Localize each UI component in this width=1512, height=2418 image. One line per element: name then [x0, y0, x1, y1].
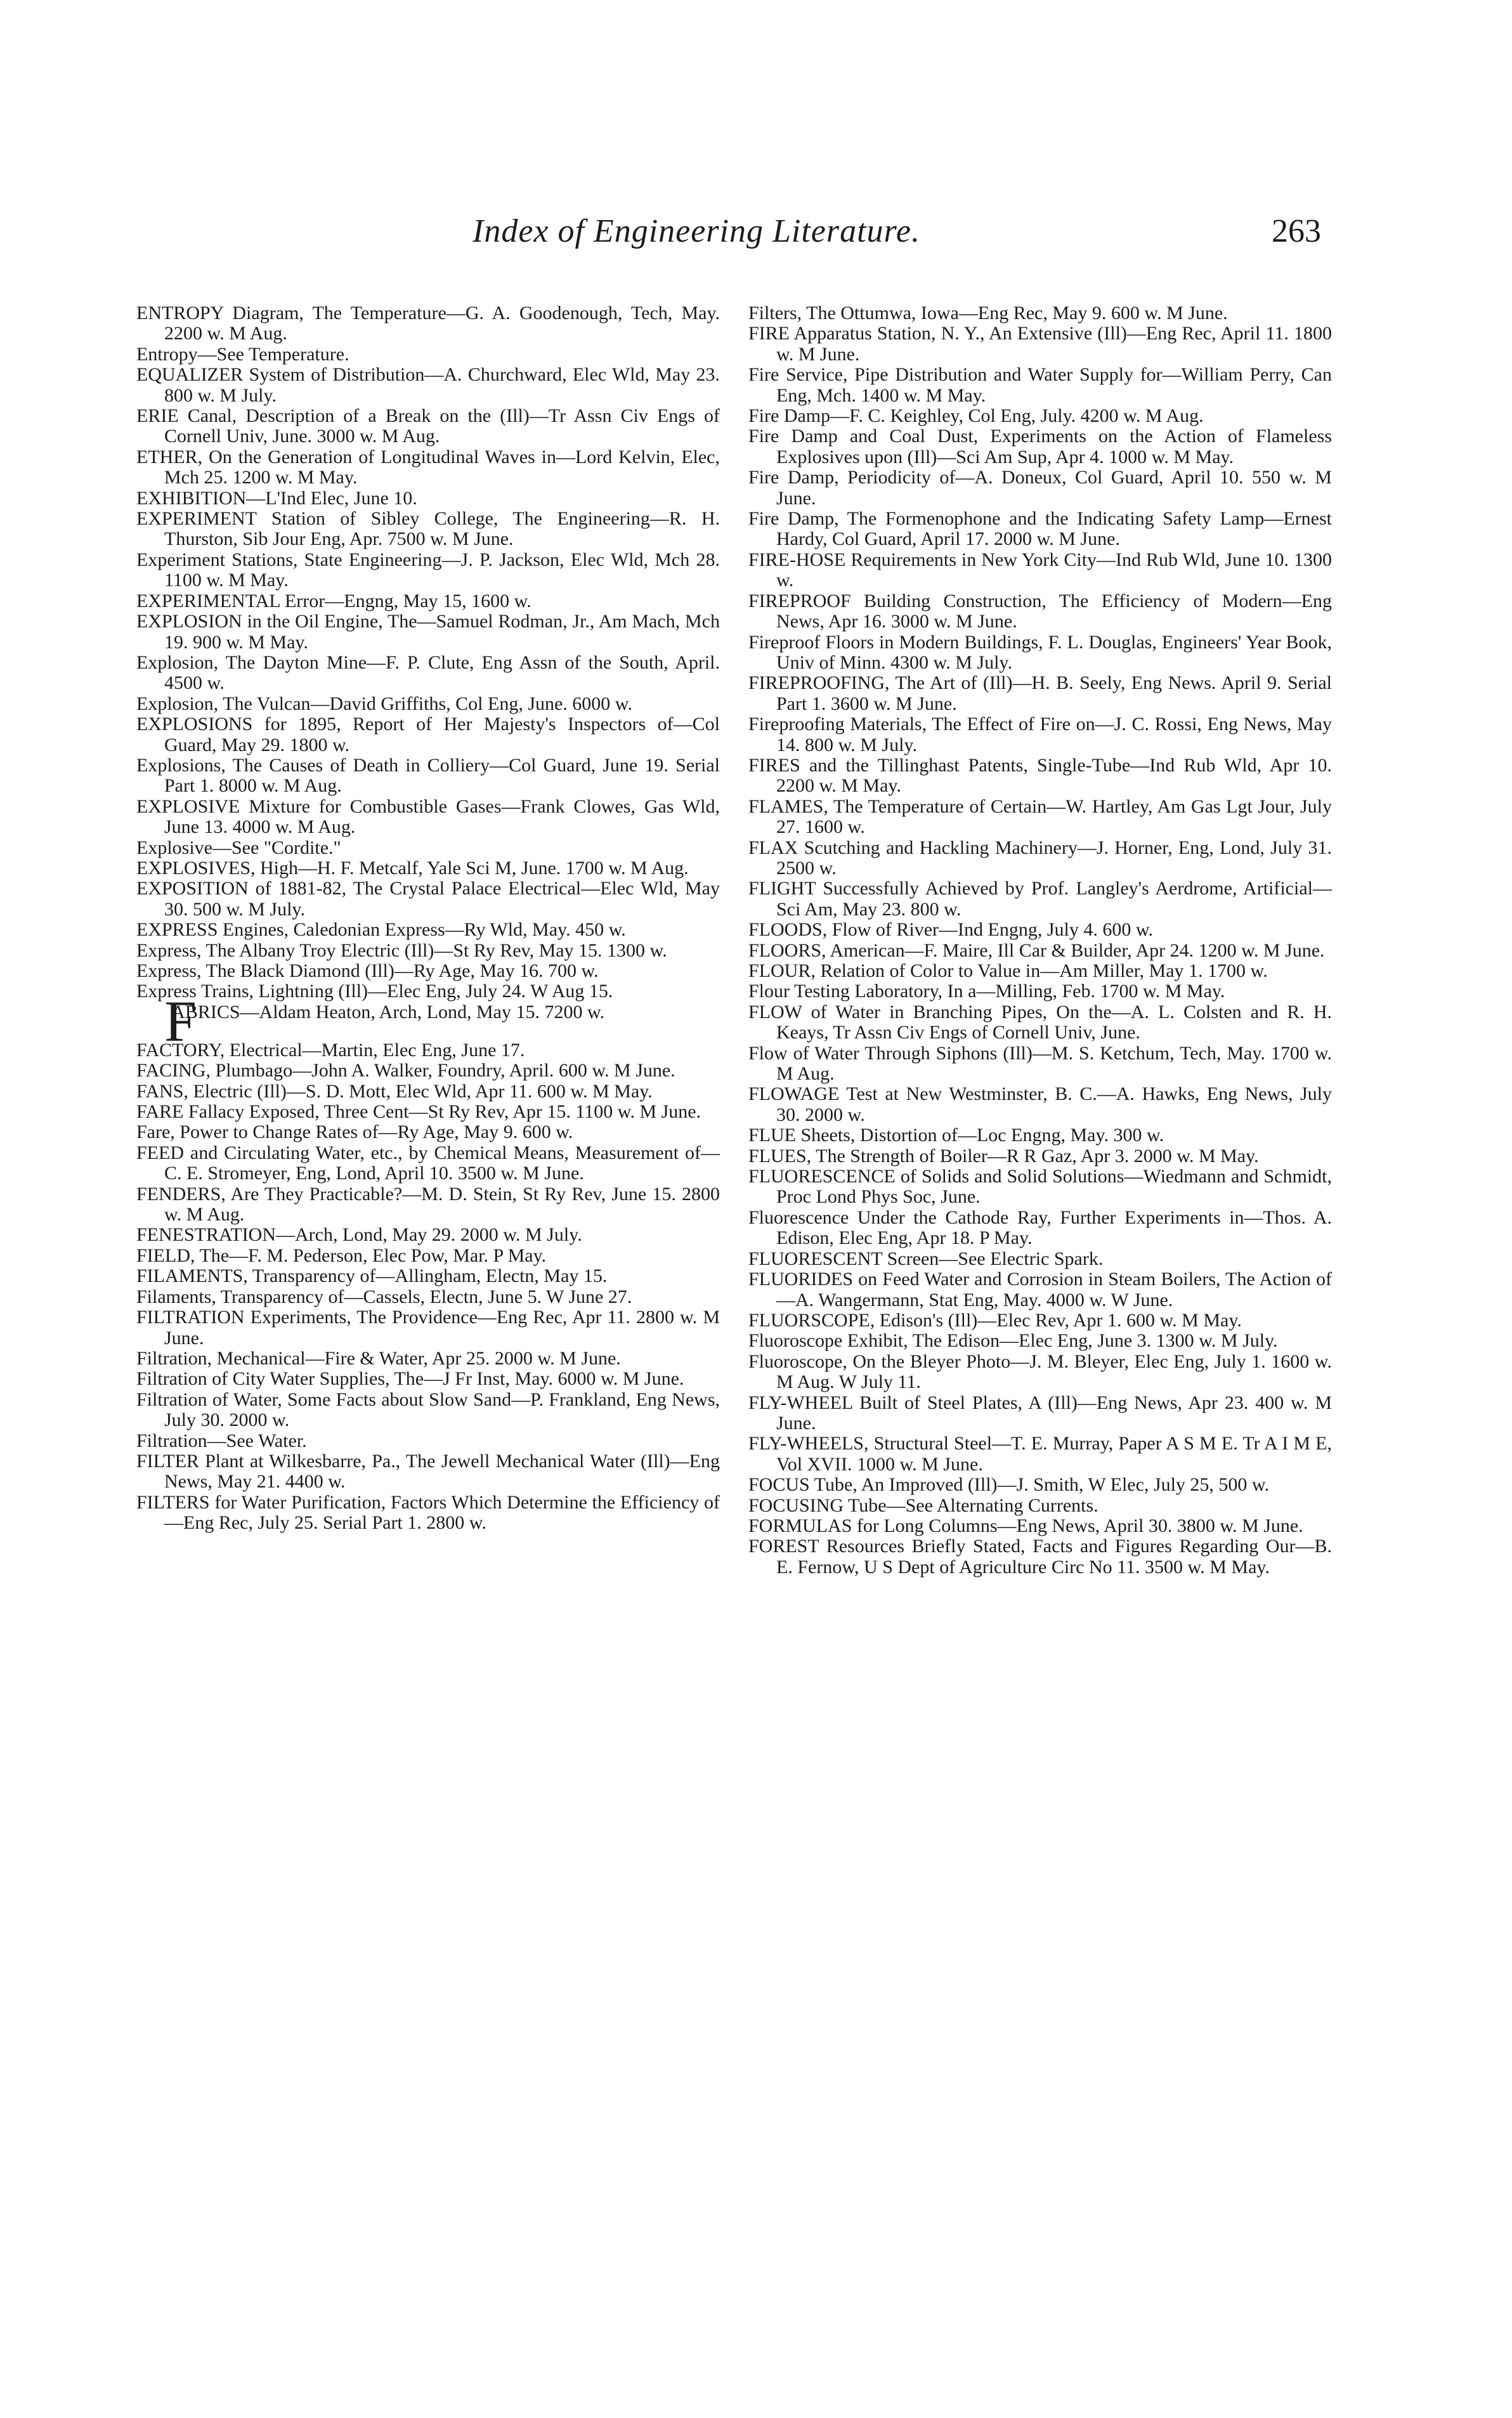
index-entry: FLOUR, Relation of Color to Value in—Am Miller, May 1. 1700 w. — [748, 960, 1268, 981]
index-entry: Filtration, Mechanical—Fire & Water, Apr 25. 2000 w. M June. — [136, 1347, 621, 1369]
index-entry: FLOORS, American—F. Maire, Ill Car & Builder, Apr 24. 1200 w. M June. — [748, 939, 1325, 961]
index-entry: ERIE Canal, Description of a Break on the (Ill)—Tr Assn Civ Engs of Cornell Univ, June. 3000 w. M Aug. — [136, 405, 720, 447]
index-entry: Fire Damp and Coal Dust, Experiments on the Action of Flameless Explosives upon (Ill)—Sci Am Sup, Apr 4. 1000 w. M May. — [748, 426, 1332, 467]
index-entry: FIRE-HOSE Requirements in New York City—Ind Rub Wld, June 10. 1300 w. — [748, 549, 1332, 591]
drop-cap-entry-text: ABRICS—Aldam Heaton, Arch, Lond, May 15. 7200 w. — [171, 1001, 605, 1023]
index-entry: FORMULAS for Long Columns—Eng News, April 30. 3800 w. M June. — [748, 1515, 1303, 1536]
index-entry: FLUORESCENCE of Solids and Solid Solutions—Wiedmann and Schmidt, Proc Lond Phys Soc, June. — [748, 1166, 1332, 1208]
index-entry: FIREPROOF Building Construction, The Efficiency of Modern—Eng News, Apr 16. 3000 w. M June. — [748, 590, 1332, 632]
index-entry: EXPERIMENTAL Error—Engng, May 15, 1600 w. — [136, 590, 531, 611]
index-entry: FILTERS for Water Purification, Factors Which Determine the Efficiency of—Eng Rec, July 25. Serial Part 1. 2800 w. — [136, 1491, 720, 1534]
index-entry: FACING, Plumbago—John A. Walker, Foundry, April. 600 w. M June. — [136, 1060, 675, 1082]
index-entry: FLY-WHEELS, Structural Steel—T. E. Murray, Paper A S M E. Tr A I M E, Vol XVII. 1000 w. M June. — [748, 1433, 1332, 1475]
index-entry: FLY-WHEEL Built of Steel Plates, A (Ill)—Eng News, Apr 23. 400 w. M June. — [748, 1392, 1332, 1434]
drop-cap-letter: F — [164, 988, 197, 1054]
index-entry: FIRES and the Tillinghast Patents, Single-Tube—Ind Rub Wld, Apr 10. 2200 w. M May. — [748, 754, 1332, 797]
index-entry: FLUORSCOPE, Edison's (Ill)—Elec Rev, Apr 1. 600 w. M May. — [748, 1309, 1242, 1331]
index-entry: FOREST Resources Briefly Stated, Facts and Figures Regarding Our—B. E. Fernow, U S Dept of Agriculture Circ No 11. 3500 w. M May. — [748, 1536, 1332, 1578]
index-entry: Fluorescence Under the Cathode Ray, Further Experiments in—Thos. A. Edison, Elec Eng, Apr 18. P May. — [748, 1206, 1332, 1249]
index-entry: EXHIBITION—L'Ind Elec, June 10. — [136, 487, 417, 509]
index-entry: EXPLOSIVES, High—H. F. Metcalf, Yale Sci M, June. 1700 w. M Aug. — [136, 857, 689, 879]
index-entry: ENTROPY Diagram, The Temperature—G. A. Goodenough, Tech, May. 2200 w. M Aug. — [136, 303, 720, 344]
index-entry: Express, The Albany Troy Electric (Ill)—St Ry Rev, May 15. 1300 w. — [136, 939, 667, 961]
index-entry: EXPERIMENT Station of Sibley College, The Engineering—R. H. Thurston, Sib Jour Eng, Apr. 7500 w. M June. — [136, 508, 720, 550]
index-entry: FLOODS, Flow of River—Ind Engng, July 4. 600 w. — [748, 919, 1154, 941]
right-column — [748, 303, 1332, 1578]
index-entry: FLUES, The Strength of Boiler—R R Gaz, Apr 3. 2000 w. M May. — [748, 1145, 1259, 1167]
index-entry: FILTER Plant at Wilkesbarre, Pa., The Jewell Mechanical Water (Ill)—Eng News, May 21. 4400 w. — [136, 1450, 720, 1493]
index-entry: Fireproof Floors in Modern Buildings, F. L. Douglas, Engineers' Year Book, Univ of Minn. 4300 w. M July. — [748, 631, 1332, 673]
index-entry: FLUORESCENT Screen—See Electric Spark. — [748, 1248, 1104, 1269]
index-entry: Explosive—See "Cordite." — [136, 837, 341, 858]
index-entry: FACTORY, Electrical—Martin, Elec Eng, June 17. — [136, 1039, 525, 1061]
index-entry: FILAMENTS, Transparency of—Allingham, Electn, May 15. — [136, 1265, 608, 1287]
index-entry: EXPLOSION in the Oil Engine, The—Samuel Rodman, Jr., Am Mach, Mch 19. 900 w. M May. — [136, 611, 720, 653]
index-entry: FIRE Apparatus Station, N. Y., An Extensive (Ill)—Eng Rec, April 11. 1800 w. M June. — [748, 323, 1332, 365]
page-number: 263 — [1272, 213, 1321, 249]
index-entry: FILTRATION Experiments, The Providence—Eng Rec, Apr 11. 2800 w. M June. — [136, 1307, 720, 1349]
index-entry: Fire Damp, The Formenophone and the Indicating Safety Lamp—Ernest Hardy, Col Guard, April 17. 2000 w. M June. — [748, 508, 1332, 550]
index-entry: FLOW of Water in Branching Pipes, On the—A. L. Colsten and R. H. Keays, Tr Assn Civ Engs of Cornell Univ, June. — [748, 1001, 1332, 1043]
index-entry: EXPLOSIONS for 1895, Report of Her Majesty's Inspectors of—Col Guard, May 29. 1800 w. — [136, 714, 720, 755]
index-entry: FARE Fallacy Exposed, Three Cent—St Ry Rev, Apr 15. 1100 w. M June. — [136, 1101, 701, 1123]
index-entry: FLAX Scutching and Hackling Machinery—J. Horner, Eng, Lond, July 31. 2500 w. — [748, 837, 1332, 879]
index-entry: FIREPROOFING, The Art of (Ill)—H. B. Seely, Eng News. April 9. Serial Part 1. 3600 w. M June. — [748, 672, 1332, 714]
index-entry: Filaments, Transparency of—Cassels, Electn, June 5. W June 27. — [136, 1286, 632, 1307]
index-entry: Filters, The Ottumwa, Iowa—Eng Rec, May 9. 600 w. M June. — [748, 303, 1228, 323]
index-entry: Flour Testing Laboratory, In a—Milling, Feb. 1700 w. M May. — [748, 981, 1225, 1002]
page-header — [0, 212, 1512, 263]
index-entry: Filtration of City Water Supplies, The—J Fr Inst, May. 6000 w. M June. — [136, 1368, 684, 1390]
running-title: Index of Engineering Literature. — [472, 213, 920, 249]
index-entry: EXPLOSIVE Mixture for Combustible Gases—Frank Clowes, Gas Wld, June 13. 4000 w. M Aug. — [136, 795, 720, 838]
index-entry: Express, The Black Diamond (Ill)—Ry Age, May 16. 700 w. — [136, 960, 599, 981]
index-entry: FLIGHT Successfully Achieved by Prof. Langley's Aerdrome, Artificial—Sci Am, May 23. 800 w. — [748, 878, 1332, 920]
index-entry: FOCUSING Tube—See Alternating Currents. — [748, 1494, 1098, 1516]
index-entry: FEED and Circulating Water, etc., by Chemical Means, Measurement of—C. E. Stromeyer, Eng, Lond, April 10. 3500 w. M June. — [136, 1142, 720, 1184]
index-entry: Fare, Power to Change Rates of—Ry Age, May 9. 600 w. — [136, 1121, 573, 1143]
index-entry: Fireproofing Materials, The Effect of Fire on—J. C. Rossi, Eng News, May 14. 800 w. M July. — [748, 714, 1332, 755]
index-entry: ETHER, On the Generation of Longitudinal Waves in—Lord Kelvin, Elec, Mch 25. 1200 w. M May. — [136, 446, 720, 488]
index-entry: FANS, Electric (Ill)—S. D. Mott, Elec Wld, Apr 11. 600 w. M May. — [136, 1080, 653, 1102]
index-entry: Fire Service, Pipe Distribution and Water Supply for—William Perry, Can Eng, Mch. 1400 w. M May. — [748, 364, 1332, 406]
index-entry: EXPRESS Engines, Caledonian Express—Ry Wld, May. 450 w. — [136, 919, 626, 941]
index-entry: Fire Damp, Periodicity of—A. Doneux, Col Guard, April 10. 550 w. M June. — [748, 467, 1332, 509]
index-entry: Express Trains, Lightning (Ill)—Elec Eng, July 24. W Aug 15. — [136, 981, 613, 1002]
index-entry: FLAMES, The Temperature of Certain—W. Hartley, Am Gas Lgt Jour, July 27. 1600 w. — [748, 795, 1332, 838]
index-entry: FIELD, The—F. M. Pederson, Elec Pow, Mar. P May. — [136, 1245, 547, 1266]
index-entry: Fluoroscope, On the Bleyer Photo—J. M. Bleyer, Elec Eng, July 1. 1600 w. M Aug. W July 11. — [748, 1350, 1332, 1393]
index-entry: Fluoroscope Exhibit, The Edison—Elec Eng, June 3. 1300 w. M July. — [748, 1330, 1278, 1352]
index-entry: FENESTRATION—Arch, Lond, May 29. 2000 w. M July. — [136, 1224, 582, 1246]
index-entry: Explosion, The Dayton Mine—F. P. Clute, Eng Assn of the South, April. 4500 w. — [136, 651, 720, 694]
index-entry: Experiment Stations, State Engineering—J. P. Jackson, Elec Wld, Mch 28. 1100 w. M May. — [136, 549, 720, 591]
index-entry: Filtration of Water, Some Facts about Slow Sand—P. Frankland, Eng News, July 30. 2000 w. — [136, 1389, 720, 1431]
index-entry: EQUALIZER System of Distribution—A. Churchward, Elec Wld, May 23. 800 w. M July. — [136, 364, 720, 406]
index-entry: FENDERS, Are They Practicable?—M. D. Stein, St Ry Rev, June 15. 2800 w. M Aug. — [136, 1183, 720, 1225]
index-entry: Explosion, The Vulcan—David Griffiths, Col Eng, June. 6000 w. — [136, 693, 633, 714]
index-entry: FOCUS Tube, An Improved (Ill)—J. Smith, W Elec, July 25, 500 w. — [748, 1474, 1270, 1496]
index-entry: EXPOSITION of 1881-82, The Crystal Palace Electrical—Elec Wld, May 30. 500 w. M July. — [136, 878, 720, 920]
index-entry: FLUE Sheets, Distortion of—Loc Engng, May. 300 w. — [748, 1125, 1164, 1146]
index-entry: Fire Damp—F. C. Keighley, Col Eng, July. 4200 w. M Aug. — [748, 405, 1204, 427]
index-entry: FLOWAGE Test at New Westminster, B. C.—A. Hawks, Eng News, July 30. 2000 w. — [748, 1083, 1332, 1125]
left-column — [136, 303, 720, 1534]
index-entry: Explosions, The Causes of Death in Colliery—Col Guard, June 19. Serial Part 1. 8000 w. M Aug. — [136, 754, 720, 797]
index-entry: Flow of Water Through Siphons (Ill)—M. S. Ketchum, Tech, May. 1700 w. M Aug. — [748, 1042, 1332, 1085]
index-entry: Entropy—See Temperature. — [136, 343, 349, 365]
index-entry: FLUORIDES on Feed Water and Corrosion in Steam Boilers, The Action of—A. Wangermann, Stat Eng, May. 4000 w. W June. — [748, 1269, 1332, 1310]
index-entry: Filtration—See Water. — [136, 1430, 307, 1451]
